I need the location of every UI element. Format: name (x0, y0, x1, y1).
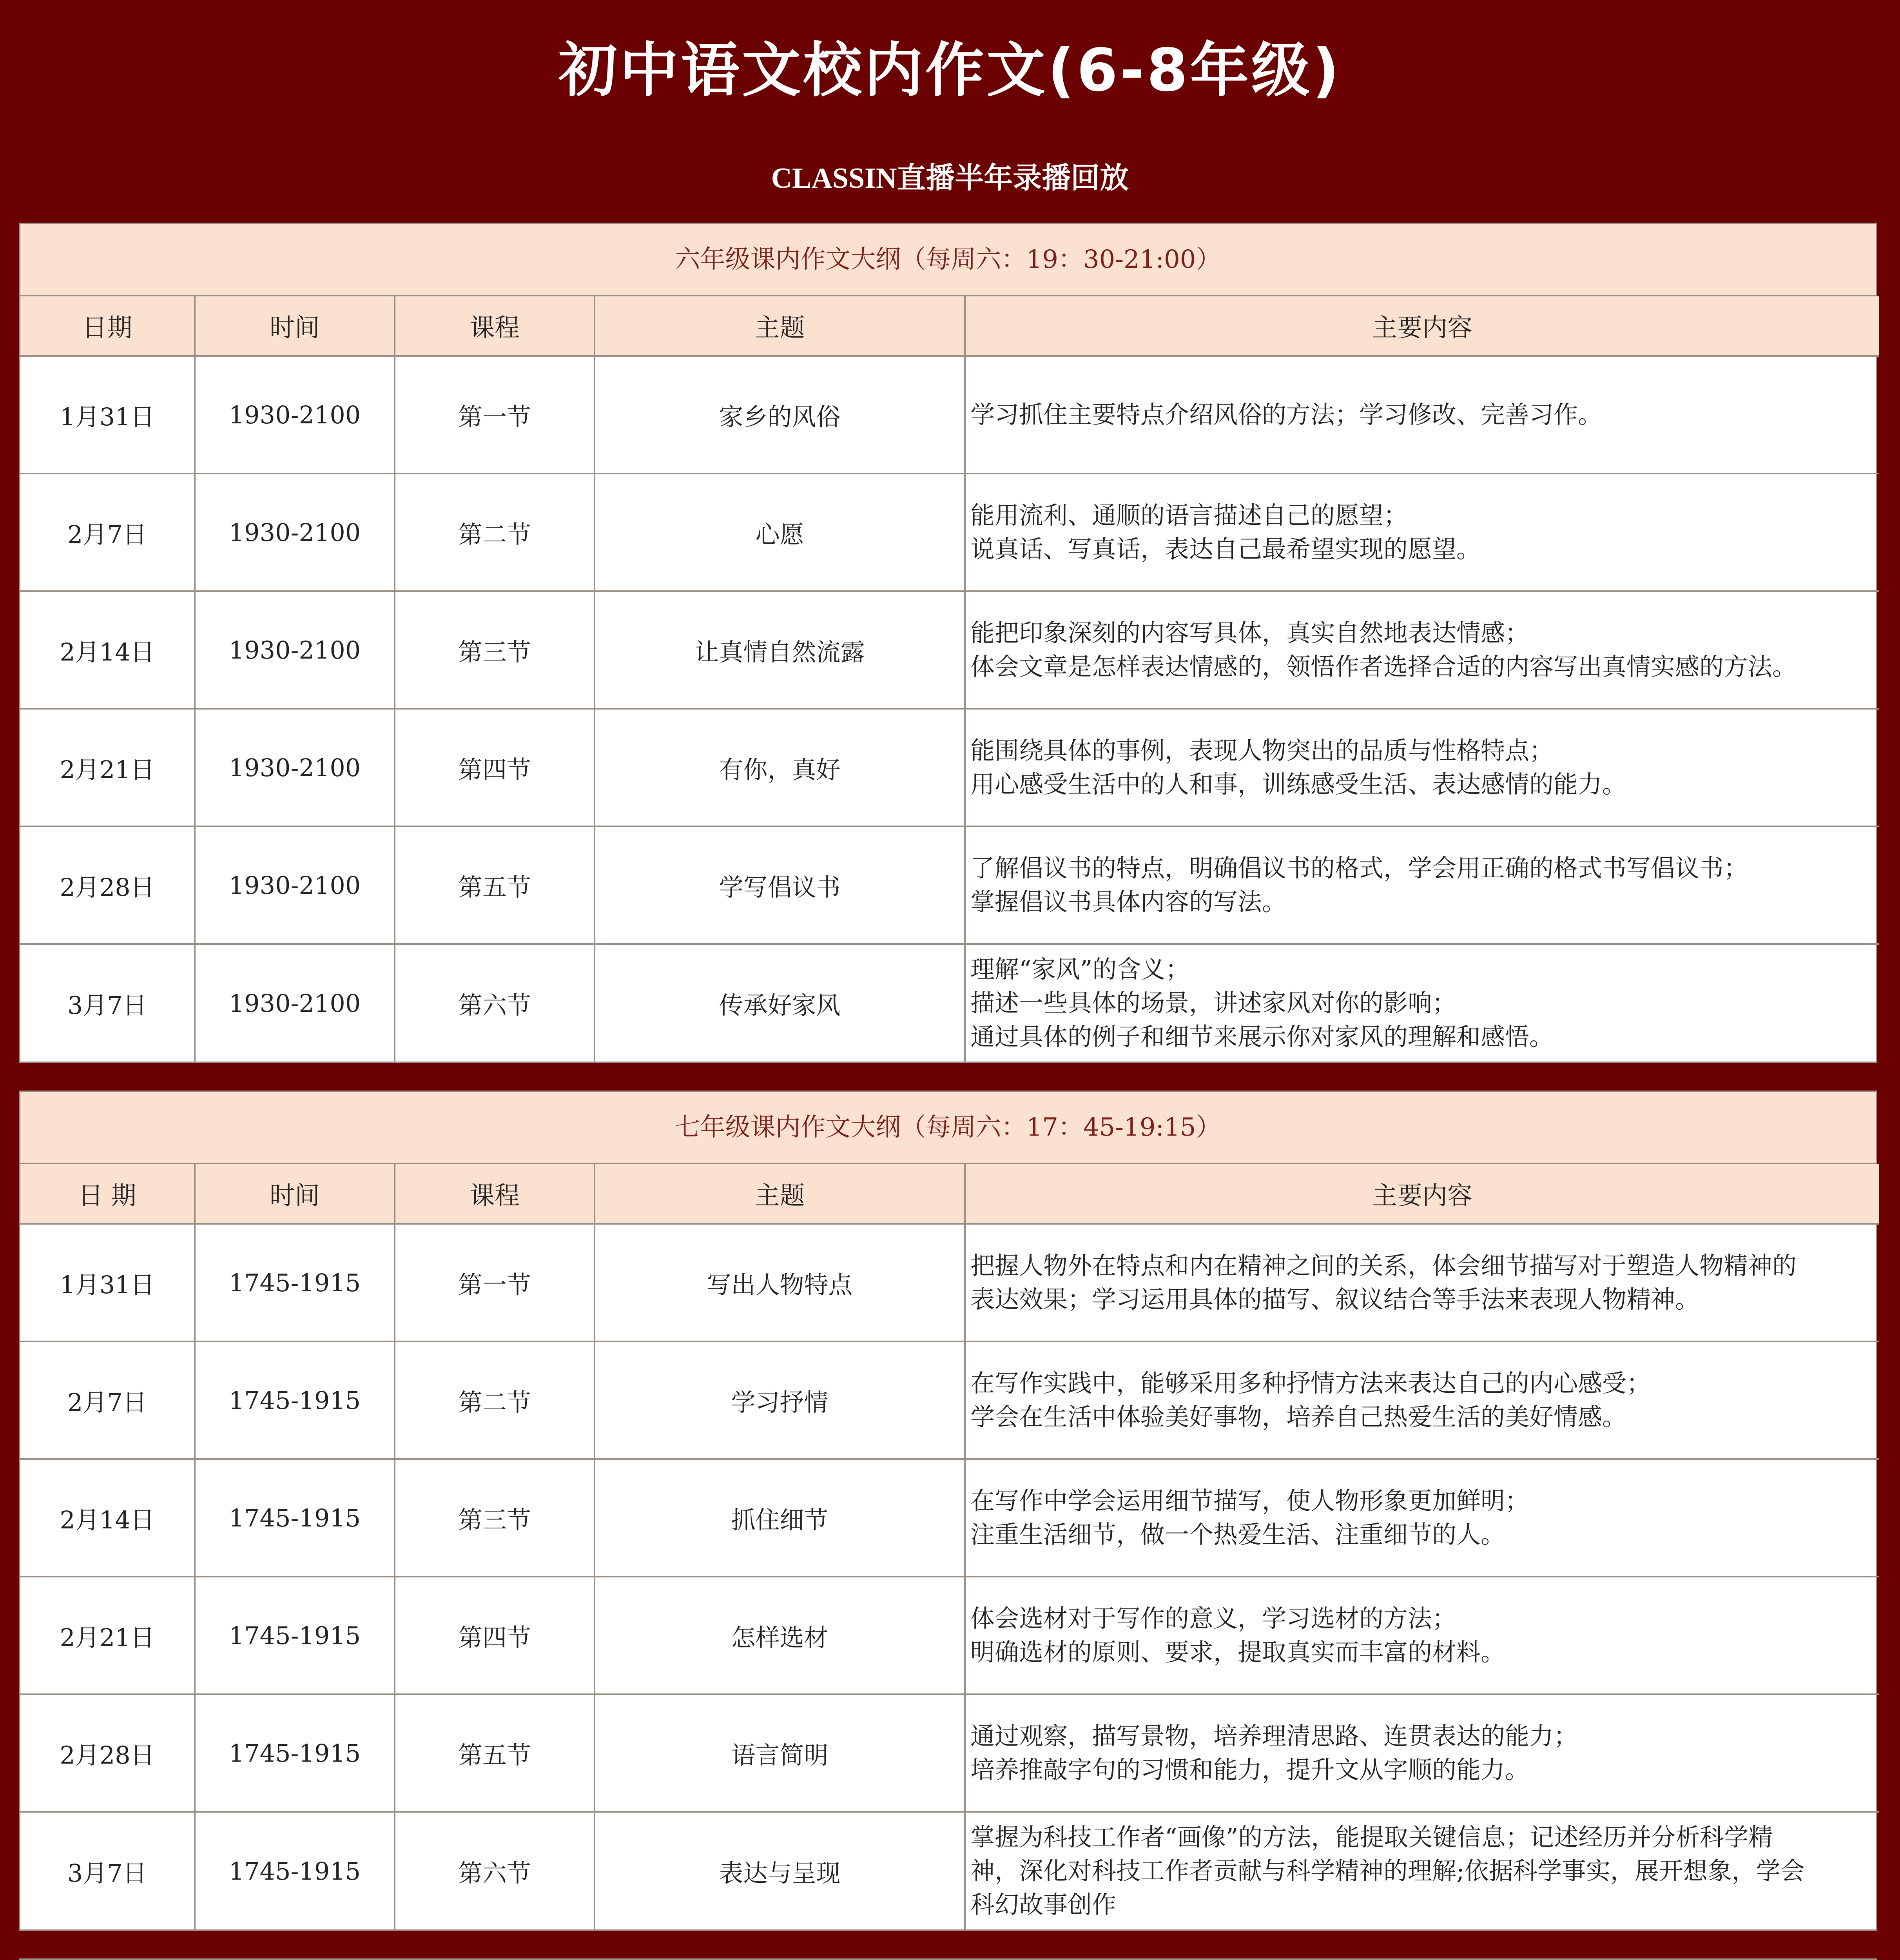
column-header: 课程 (395, 296, 595, 356)
cell-time: 1745-1915 (195, 1341, 395, 1459)
cell-date: 2月28日 (20, 826, 195, 944)
table-row (20, 474, 1879, 591)
cell-content (965, 591, 1879, 709)
cell-content (965, 1812, 1879, 1929)
content-line: 注重生活细节，做一个热爱生活、注重细节的人。 (970, 1520, 1505, 1549)
content-line: 体会文章是怎样表达情感的，领悟作者选择合适的内容写出真情实感的方法。 (970, 652, 1797, 681)
grade-section-8 (19, 1958, 1877, 1960)
cell-topic: 写出人物特点 (595, 1224, 965, 1341)
cell-lesson: 第六节 (395, 944, 595, 1062)
cell-topic: 学习抒情 (595, 1341, 965, 1459)
cell-content (965, 356, 1879, 474)
content-line: 表达效果；学习运用具体的描写、叙议结合等手法来表现人物精神。 (970, 1285, 1700, 1314)
cell-date: 2月21日 (20, 1577, 195, 1694)
cell-time: 1930-2100 (195, 826, 395, 944)
cell-time: 1930-2100 (195, 944, 395, 1062)
content-line: 体会选材对于写作的意义，学习选材的方法； (970, 1604, 1457, 1633)
cell-lesson: 第四节 (395, 709, 595, 826)
content-line: 在写作实践中，能够采用多种抒情方法来表达自己的内心感受； (970, 1369, 1651, 1397)
column-header: 课程 (395, 1164, 595, 1224)
cell-time: 1745-1915 (195, 1812, 395, 1929)
cell-content (965, 944, 1879, 1062)
column-header: 主要内容 (965, 1164, 1879, 1224)
cell-topic: 表达与呈现 (595, 1812, 965, 1929)
cell-date: 3月7日 (20, 944, 195, 1062)
table-row (20, 826, 1879, 944)
content-line: 神，深化对科技工作者贡献与科学精神的理解;依据科学事实，展开想象，学会 (970, 1857, 1805, 1885)
content-line: 说真话、写真话，表达自己最希望实现的愿望。 (970, 535, 1481, 563)
cell-topic: 学写倡议书 (595, 826, 965, 944)
content-line: 掌握为科技工作者“画像”的方法，能提取关键信息；记述经历并分析科学精 (970, 1823, 1773, 1851)
table-row (20, 1224, 1879, 1341)
grade-section-7 (19, 1091, 1877, 1931)
grade-section-6 (19, 223, 1877, 1063)
content-line: 学会在生活中体验美好事物，培养自己热爱生活的美好情感。 (970, 1403, 1627, 1431)
cell-lesson: 第二节 (395, 474, 595, 591)
content-line: 培养推敲字句的习惯和能力，提升文从字顺的能力。 (970, 1755, 1530, 1784)
cell-time: 1745-1915 (195, 1459, 395, 1577)
cell-content (965, 1577, 1879, 1694)
column-header: 日 期 (20, 1164, 195, 1224)
cell-topic: 家乡的风俗 (595, 356, 965, 474)
cell-lesson: 第五节 (395, 1694, 595, 1812)
cell-content (965, 1224, 1879, 1341)
table-row (20, 1694, 1879, 1812)
content-line: 用心感受生活中的人和事，训练感受生活、表达感情的能力。 (970, 770, 1627, 799)
content-line: 能用流利、通顺的语言描述自己的愿望； (970, 501, 1408, 530)
syllabus-table (20, 1164, 1879, 1929)
column-header: 日期 (20, 296, 195, 356)
cell-date: 3月7日 (20, 1812, 195, 1929)
content-line: 能围绕具体的事例，表现人物突出的品质与性格特点； (970, 736, 1554, 765)
cell-time: 1930-2100 (195, 591, 395, 709)
cell-topic: 抓住细节 (595, 1459, 965, 1577)
cell-topic: 传承好家风 (595, 944, 965, 1062)
table-row (20, 709, 1879, 826)
section-heading: 六年级课内作文大纲（每周六：19：30-21:00） (20, 224, 1876, 296)
cell-lesson: 第三节 (395, 1459, 595, 1577)
content-line: 通过具体的例子和细节来展示你对家风的理解和感悟。 (970, 1022, 1554, 1051)
cell-topic: 有你，真好 (595, 709, 965, 826)
column-header: 主题 (595, 296, 965, 356)
cell-topic: 语言简明 (595, 1694, 965, 1812)
cell-time: 1930-2100 (195, 709, 395, 826)
table-header-row (20, 1164, 1879, 1224)
cell-content (965, 709, 1879, 826)
syllabus-table (20, 296, 1879, 1062)
content-line: 描述一些具体的场景，讲述家风对你的影响； (970, 989, 1457, 1017)
section-heading: 七年级课内作文大纲（每周六：17：45-19:15） (20, 1092, 1876, 1164)
cell-content (965, 1459, 1879, 1577)
cell-time: 1745-1915 (195, 1577, 395, 1694)
cell-content (965, 1694, 1879, 1812)
cell-date: 2月14日 (20, 1459, 195, 1577)
table-row (20, 1459, 1879, 1577)
cell-content (965, 826, 1879, 944)
content-line: 通过观察，描写景物，培养理清思路、连贯表达的能力； (970, 1722, 1578, 1750)
cell-lesson: 第五节 (395, 826, 595, 944)
cell-content (965, 474, 1879, 591)
cell-lesson: 第一节 (395, 356, 595, 474)
content-line: 把握人物外在特点和内在精神之间的关系，体会细节描写对于塑造人物精神的 (970, 1251, 1797, 1280)
content-line: 在写作中学会运用细节描写，使人物形象更加鲜明； (970, 1486, 1530, 1515)
cell-date: 1月31日 (20, 356, 195, 474)
cell-lesson: 第一节 (395, 1224, 595, 1341)
cell-date: 2月28日 (20, 1694, 195, 1812)
cell-lesson: 第六节 (395, 1812, 595, 1929)
cell-topic: 怎样选材 (595, 1577, 965, 1694)
cell-time: 1930-2100 (195, 474, 395, 591)
content-line: 理解“家风”的含义； (970, 955, 1190, 984)
page-subtitle: CLASSIN直播半年录播回放 (771, 162, 1129, 194)
table-header-row (20, 296, 1879, 356)
cell-topic: 心愿 (595, 474, 965, 591)
content-line: 学习抓住主要特点介绍风俗的方法；学习修改、完善习作。 (970, 400, 1603, 429)
cell-time: 1930-2100 (195, 356, 395, 474)
content-line: 掌握倡议书具体内容的写法。 (970, 887, 1287, 916)
cell-date: 2月21日 (20, 709, 195, 826)
table-row (20, 1341, 1879, 1459)
column-header: 主要内容 (965, 296, 1879, 356)
table-row (20, 356, 1879, 474)
cell-date: 2月7日 (20, 1341, 195, 1459)
content-line: 能把印象深刻的内容写具体，真实自然地表达情感； (970, 619, 1530, 647)
cell-lesson: 第四节 (395, 1577, 595, 1694)
cell-date: 1月31日 (20, 1224, 195, 1341)
cell-lesson: 第三节 (395, 591, 595, 709)
content-line: 了解倡议书的特点，明确倡议书的格式，学会用正确的格式书写倡议书； (970, 854, 1748, 882)
column-header: 主题 (595, 1164, 965, 1224)
content-line: 科幻故事创作 (970, 1890, 1117, 1919)
cell-time: 1745-1915 (195, 1694, 395, 1812)
cell-time: 1745-1915 (195, 1224, 395, 1341)
table-row (20, 1577, 1879, 1694)
table-row (20, 1812, 1879, 1929)
cell-lesson: 第二节 (395, 1341, 595, 1459)
table-row (20, 944, 1879, 1062)
cell-topic: 让真情自然流露 (595, 591, 965, 709)
content-line: 明确选材的原则、要求，提取真实而丰富的材料。 (970, 1638, 1505, 1666)
column-header: 时间 (195, 296, 395, 356)
page-title: 初中语文校内作文(6-8年级) (558, 36, 1342, 105)
cell-content (965, 1341, 1879, 1459)
cell-date: 2月7日 (20, 474, 195, 591)
column-header: 时间 (195, 1164, 395, 1224)
table-row (20, 591, 1879, 709)
cell-date: 2月14日 (20, 591, 195, 709)
